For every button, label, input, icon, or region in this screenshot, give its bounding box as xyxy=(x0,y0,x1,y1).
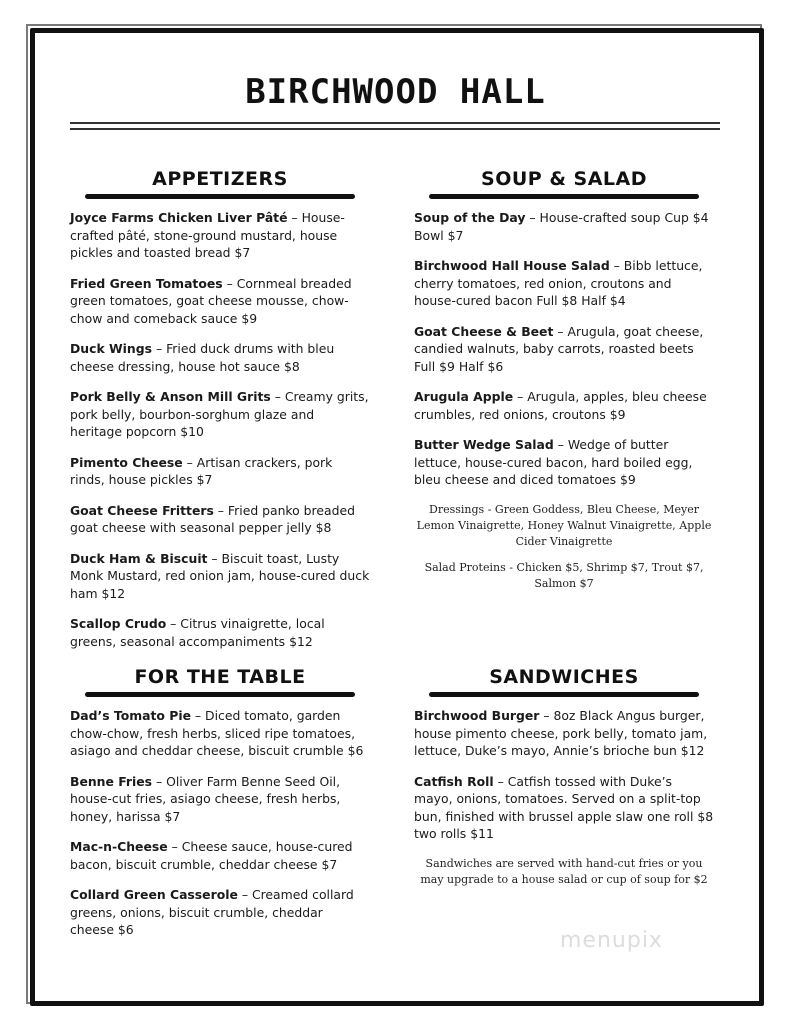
item-name: Benne Fries xyxy=(70,773,153,789)
sandwiches-section xyxy=(414,666,714,888)
menu-item xyxy=(70,502,370,537)
item-name: Fried Green Tomatoes xyxy=(70,275,223,291)
item-name: Dad’s Tomato Pie xyxy=(70,708,191,723)
item-desc: – Cornmeal breaded green tomatoes, goat cheese mousse, chow-chow and comeback sauce $9 xyxy=(70,275,352,326)
item-desc: – Fried panko breaded goat cheese with seasonal pepper jelly $8 xyxy=(70,502,355,535)
menu-item xyxy=(70,275,370,328)
item-desc: – House-crafted pâté, stone-ground mustard, house pickles and toasted bread $7 xyxy=(70,210,345,260)
menu-item xyxy=(414,436,714,489)
heading-underline xyxy=(85,194,355,199)
item-desc: – 8oz Black Angus burger, house pimento cheese, pork belly, tomato jam, lettuce, Duke’s mayo, Annie’s brioche bun $12 xyxy=(414,708,708,758)
item-desc: – Citrus vinaigrette, local greens, seasonal accompaniments $12 xyxy=(70,616,325,649)
item-desc: – House-crafted soup Cup $4 Bowl $7 xyxy=(414,210,709,243)
item-name: Birchwood Hall House Salad xyxy=(414,258,610,273)
item-name: Arugula Apple xyxy=(414,389,514,404)
item-desc: – Creamy grits, pork belly, bourbon-sorghum glaze and heritage popcorn $10 xyxy=(70,389,369,439)
item-name: Joyce Farms Chicken Liver Pâté xyxy=(70,210,288,225)
item-desc: – Oliver Farm Benne Seed Oil, house-cut fries, asiago cheese, fresh herbs, honey, harissa $7 xyxy=(70,773,341,824)
menu-item xyxy=(70,550,370,603)
heading-underline xyxy=(429,692,699,697)
item-name: Birchwood Burger xyxy=(414,708,540,723)
item-desc: – Biscuit toast, Lusty Monk Mustard, red onion jam, house-cured duck ham $12 xyxy=(70,550,370,601)
item-name: Pimento Cheese xyxy=(70,454,183,470)
item-name: Mac-n-Cheese xyxy=(70,839,168,854)
soup-salad-section xyxy=(414,168,714,592)
item-desc: – Cheese sauce, house-cured bacon, biscuit crumble, cheddar cheese $7 xyxy=(70,839,353,872)
restaurant-title: BIRCHWOOD HALL xyxy=(245,72,546,112)
appetizers-section xyxy=(70,168,370,663)
item-desc: – Wedge of butter lettuce, house-cured bacon, hard boiled egg, bleu cheese and diced tomatoes $9 xyxy=(414,437,693,487)
soup-salad-heading: SOUP & SALAD xyxy=(481,168,647,190)
item-desc: – Arugula, apples, bleu cheese crumbles, red onions, croutons $9 xyxy=(414,389,707,422)
for-the-table-section xyxy=(70,666,370,952)
dressings-note: Dressings - Green Goddess, Bleu Cheese, Meyer Lemon Vinaigrette, Honey Walnut Vinaigrette, Apple Cider Vinaigrette xyxy=(416,502,712,548)
item-name: Catfish Roll xyxy=(414,773,494,789)
item-desc: – Artisan crackers, pork rinds, house pickles $7 xyxy=(70,454,333,487)
item-name: Goat Cheese & Beet xyxy=(414,323,554,339)
menu-item xyxy=(70,773,370,826)
item-name: Goat Cheese Fritters xyxy=(70,502,214,518)
menu-item xyxy=(70,838,370,873)
menu-item xyxy=(414,323,714,376)
proteins-note: Salad Proteins - Chicken $5, Shrimp $7, Trout $7, Salmon $7 xyxy=(424,560,704,590)
heading-underline xyxy=(85,692,355,697)
item-name: Scallop Crudo xyxy=(70,616,167,631)
menu-item xyxy=(414,707,714,760)
item-desc: – Arugula, goat cheese, candied walnuts, baby carrots, roasted beets Full $9 Half $6 xyxy=(414,323,704,374)
item-desc: – Diced tomato, garden chow-chow, fresh herbs, sliced ripe tomatoes, asiago and cheddar cheese, biscuit crumble $6 xyxy=(70,708,364,758)
item-desc: – Bibb lettuce, cherry tomatoes, red onion, croutons and house-cured bacon Full $8 Half $4 xyxy=(414,258,703,308)
item-name: Butter Wedge Salad xyxy=(414,437,554,452)
for-the-table-heading: FOR THE TABLE xyxy=(134,666,306,688)
menu-item xyxy=(70,615,370,650)
item-name: Duck Wings xyxy=(70,341,152,356)
menu-item xyxy=(414,257,714,310)
appetizers-heading: APPETIZERS xyxy=(152,168,288,190)
menu-item xyxy=(414,209,714,244)
watermark-logo: menupix xyxy=(560,928,663,953)
sandwiches-note: Sandwiches are served with hand-cut fries or you may upgrade to a house salad or cup of soup for $2 xyxy=(420,856,708,886)
item-name: Collard Green Casserole xyxy=(70,887,238,902)
item-name: Soup of the Day xyxy=(414,210,526,225)
title-rule-top xyxy=(70,122,720,124)
menu-item xyxy=(70,340,370,375)
menu-item xyxy=(70,388,370,441)
item-desc: – Creamed collard greens, onions, biscuit crumble, cheddar cheese $6 xyxy=(70,887,354,937)
menu-item xyxy=(70,209,370,262)
menu-item xyxy=(70,454,370,489)
item-name: Pork Belly & Anson Mill Grits xyxy=(70,389,271,404)
menu-item xyxy=(70,707,370,760)
item-desc: – Catfish tossed with Duke’s mayo, onions, tomatoes. Served on a split-top bun, finished with brussel apple slaw one roll $8 two rolls $11 xyxy=(414,773,714,841)
menu-item xyxy=(414,388,714,423)
title-rule-bottom xyxy=(70,128,720,130)
heading-underline xyxy=(429,194,699,199)
item-desc: – Fried duck drums with bleu cheese dressing, house hot sauce $8 xyxy=(70,341,335,374)
item-name: Duck Ham & Biscuit xyxy=(70,550,208,566)
menu-item xyxy=(414,773,714,843)
sandwiches-heading: SANDWICHES xyxy=(489,666,639,688)
menu-item xyxy=(70,886,370,939)
